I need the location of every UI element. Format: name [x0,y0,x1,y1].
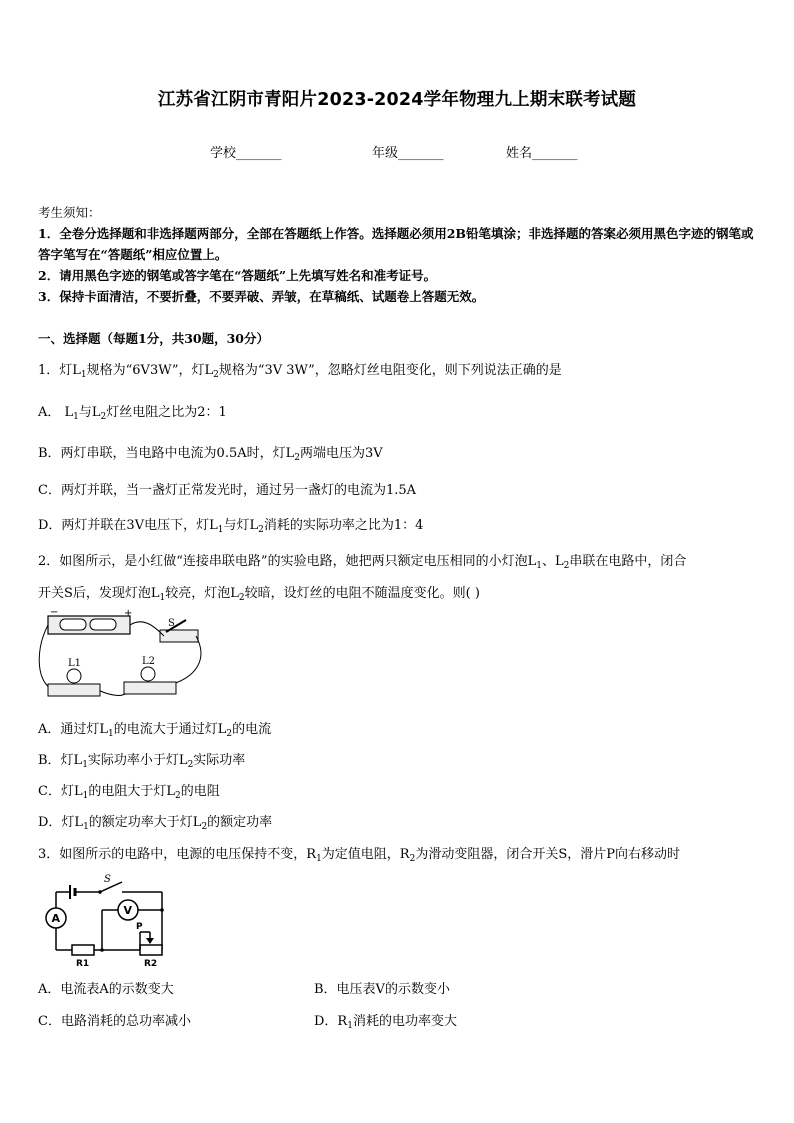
q3-switch-label: S [104,874,111,885]
r1-resistor [72,945,94,955]
q1-option-b: B．两灯串联，当电路中电流为0.5A时，灯$L_2$两端电压为3V [38,446,383,463]
q3-option-b: B．电压表V的示数变小 [314,982,450,997]
notes-heading: 考生须知： [38,205,101,220]
q2-option-a: A．通过灯$L_1$的电流大于通过灯$L_2$的电流 [38,722,272,739]
exam-notes [38,202,758,307]
q3-option-d: D．$R_1$消耗的电功率变大 [314,1014,457,1031]
lamp1-bulb [67,669,81,683]
lamp2-label: L2 [142,656,156,667]
switch-label: S [168,618,175,629]
ammeter-label: A [51,912,61,925]
name-field: 姓名_______ [506,146,578,161]
q3-stem: 3．如图所示的电路中，电源的电压保持不变，$R_1$为定值电阻，$R_2$为滑动变阻器，闭合开关S，滑片P向右移动时 [38,847,680,864]
lamp2-bulb [141,667,155,681]
q2-stem-line2: 开关S后，发现灯泡$L_1$较亮，灯泡$L_2$较暗，设灯丝的电阻不随温度变化。则( ) [38,586,480,603]
school-field: 学校_______ [210,146,282,161]
r1-label: R1 [76,959,90,968]
q2-option-d: D．灯$L_1$的额定功率大于灯$L_2$的额定功率 [38,815,273,832]
q3-option-c: C．电路消耗的总功率减小 [38,1014,191,1029]
q3-option-a: A．电流表A的示数变大 [38,982,174,997]
battery-cell-2 [90,619,116,630]
slider-arrow-icon [146,938,154,944]
q2-option-c: C．灯$L_1$的电阻大于灯$L_2$的电阻 [38,784,220,801]
lamp1-base [48,684,100,696]
note-item-3: 3．保持卡面清洁，不要折叠，不要弄破、弄皱，在草稿纸、试题卷上答题无效。 [38,289,485,304]
q2-stem-line1: 2．如图所示，是小红做“连接串联电路”的实验电路，她把两只额定电压相同的小灯泡$L_1$、$L_2$串联在电路中，闭合 [38,554,687,571]
series-circuit-figure [36,608,206,704]
r2-rheostat [140,945,162,955]
q2-option-b: B．灯$L_1$实际功率小于灯$L_2$实际功率 [38,753,246,770]
wire-right [166,636,201,686]
battery-cell-1 [60,619,86,630]
wire-top [130,622,164,636]
slider-label: P [136,922,143,932]
lamp1-label: L1 [68,658,82,669]
note-item-1: 1．全卷分选择题和非选择题两部分，全部在答题纸上作答。选择题必须用2B铅笔填涂；非选择题的答案必须用黑色字迹的钢笔或答字笔写在“答题纸”相应位置上。 [38,226,754,262]
q1-stem: 1．灯$L_1$规格为“6V3W”，灯$L_2$规格为“3V 3W”，忽略灯丝电阻变化，则下列说法正确的是 [38,363,562,380]
voltmeter-label: V [123,904,133,917]
q1-option-a: A． $L_1$与$L_2$灯丝电阻之比为2：1 [38,405,227,422]
page-title: 江苏省江阴市青阳片2023-2024学年物理九上期末联考试题 [157,90,637,110]
junction-right [160,908,164,912]
lamp2-base [124,682,176,694]
note-item-2: 2．请用黑色字迹的钢笔或答字笔在“答题纸”上先填写姓名和准考证号。 [38,268,437,283]
section-heading: 一、选择题（每题1分，共30题，30分） [38,331,269,346]
grade-field: 年级_______ [372,146,444,161]
r2-label: R2 [144,959,158,968]
battery-minus-label: − [50,608,59,618]
slider-circuit-figure [36,872,176,968]
q1-option-c: C．两灯并联，当一盏灯正常发光时，通过另一盏灯的电流为1.5A [38,483,417,498]
q1-option-d: D．两灯并联在3V电压下，灯$L_1$与灯$L_2$消耗的实际功率之比为1：4 [38,518,424,535]
battery-plus-label: + [124,608,133,619]
switch-base [160,630,198,642]
switch-pivot [98,890,102,894]
